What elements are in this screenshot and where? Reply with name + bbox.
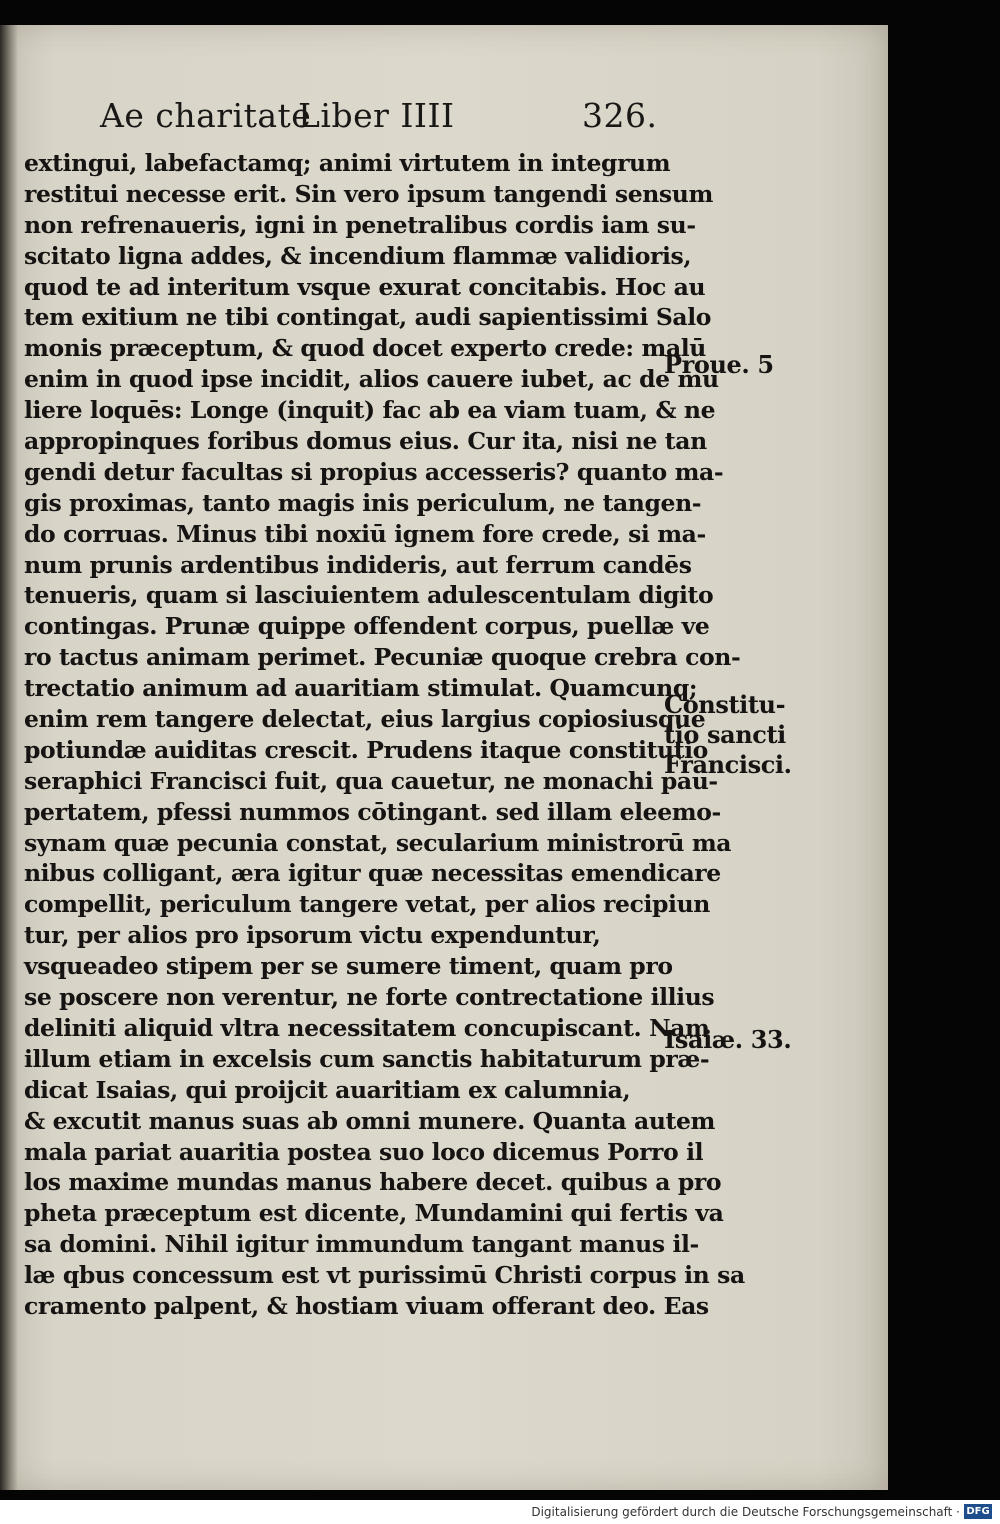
margin-note-line: Proue. 5: [664, 350, 774, 379]
text-line: se poscere non verentur, ne forte contrectatione illius: [24, 983, 715, 1012]
text-line: enim rem tangere delectat, eius largius copiosiusque: [24, 705, 706, 734]
text-line: restitui necesse erit. Sin vero ipsum tangendi sensum: [24, 179, 713, 208]
text-line: compellit, periculum tangere vetat, per alios recipiun: [24, 890, 710, 919]
text-line: monis præceptum, & quod docet experto crede: malū: [24, 334, 706, 363]
footer-credit: Digitalisierung gefördert durch die Deutsche Forschungsgemeinschaft ·: [531, 1505, 960, 1519]
text-line: nibus colligant, æra igitur quæ necessitas emendicare: [24, 859, 721, 888]
text-line: gis proximas, tanto magis inis periculum, ne tangen-: [24, 488, 702, 517]
text-line: quod te ad interitum vsque exurat concitabis. Hoc au: [24, 272, 706, 301]
text-line: vsqueadeo stipem per se sumere timent, quam pro: [24, 952, 673, 981]
text-line: tur, per alios pro ipsorum victu expenduntur,: [24, 921, 601, 950]
margin-note-line: Francisci.: [664, 750, 792, 779]
page-gutter-shadow: [0, 25, 18, 1490]
text-line: tem exitium ne tibi contingat, audi sapientissimi Salo: [24, 303, 712, 332]
header-liber: Liber IIII: [298, 96, 455, 135]
text-line: contingas. Prunæ quippe offendent corpus, puellæ ve: [24, 612, 710, 641]
text-line: pheta præceptum est dicente, Mundamini qui fertis va: [24, 1199, 724, 1228]
text-line: tenueris, quam si lasciuientem adulescentulam digito: [24, 581, 714, 610]
page-number: 326.: [582, 96, 658, 135]
text-line: sa domini. Nihil igitur immundum tangant manus il-: [24, 1230, 699, 1259]
text-line: do corruas. Minus tibi noxiū ignem fore crede, si ma-: [24, 519, 706, 548]
text-line: illum etiam in excelsis cum sanctis habitaturum præ-: [24, 1044, 710, 1073]
text-line: potiundæ auiditas crescit. Prudens itaque constitutio: [24, 735, 708, 764]
text-line: seraphici Francisci fuit, qua cauetur, ne monachi pau-: [24, 766, 718, 795]
text-line: num prunis ardentibus indideris, aut ferrum candēs: [24, 550, 692, 579]
text-line: cramento palpent, & hostiam viuam offerant deo. Eas: [24, 1291, 709, 1320]
margin-note-isaiah: [664, 1025, 804, 1055]
text-line: pertatem, pfessi nummos cōtingant. sed illam eleemo-: [24, 797, 721, 826]
text-line: mala pariat auaritia postea suo loco dicemus Porro il: [24, 1137, 704, 1166]
margin-note-line: Constitu-: [664, 690, 786, 719]
margin-note-proverbs: [664, 350, 804, 380]
text-line: liere loquēs: Longe (inquit) fac ab ea viam tuam, & ne: [24, 396, 716, 425]
text-line: synam quæ pecunia constat, secularium ministrorū ma: [24, 828, 732, 857]
text-line: los maxime mundas manus habere decet. quibus a pro: [24, 1168, 722, 1197]
digitization-footer: [0, 1500, 1000, 1524]
text-line: appropinques foribus domus eius. Cur ita, nisi ne tan: [24, 427, 707, 456]
text-line: gendi detur facultas si propius accesseris? quanto ma-: [24, 457, 724, 486]
text-line: dicat Isaias, qui proijcit auaritiam ex calumnia,: [24, 1075, 631, 1104]
text-line: læ qbus concessum est vt purissimū Christi corpus in sa: [24, 1261, 745, 1290]
text-line: extingui, labefactamq; animi virtutem in integrum: [24, 149, 671, 177]
text-line: scitato ligna addes, & incendium flammæ validioris,: [24, 241, 692, 270]
margin-note-line: tio sancti: [664, 720, 786, 749]
margin-note-constitutio: [664, 690, 804, 780]
text-line: & excutit manus suas ab omni munere. Quanta autem: [24, 1106, 715, 1135]
running-header: [100, 96, 660, 144]
margin-note-line: Isaiæ. 33.: [664, 1025, 792, 1054]
text-line: enim in quod ipse incidit, alios cauere iubet, ac de mu: [24, 365, 719, 394]
text-line: deliniti aliquid vltra necessitatem concupiscant. Nam: [24, 1013, 710, 1042]
dfg-logo: DFG: [964, 1504, 992, 1519]
text-line: ro tactus animam perimet. Pecuniæ quoque crebra con-: [24, 643, 741, 672]
text-line: non refrenaueris, igni in penetralibus cordis iam su-: [24, 210, 696, 239]
header-title: Ae charitate: [100, 96, 312, 135]
text-line: trectatio animum ad auaritiam stimulat. Quamcunq;: [24, 674, 698, 703]
